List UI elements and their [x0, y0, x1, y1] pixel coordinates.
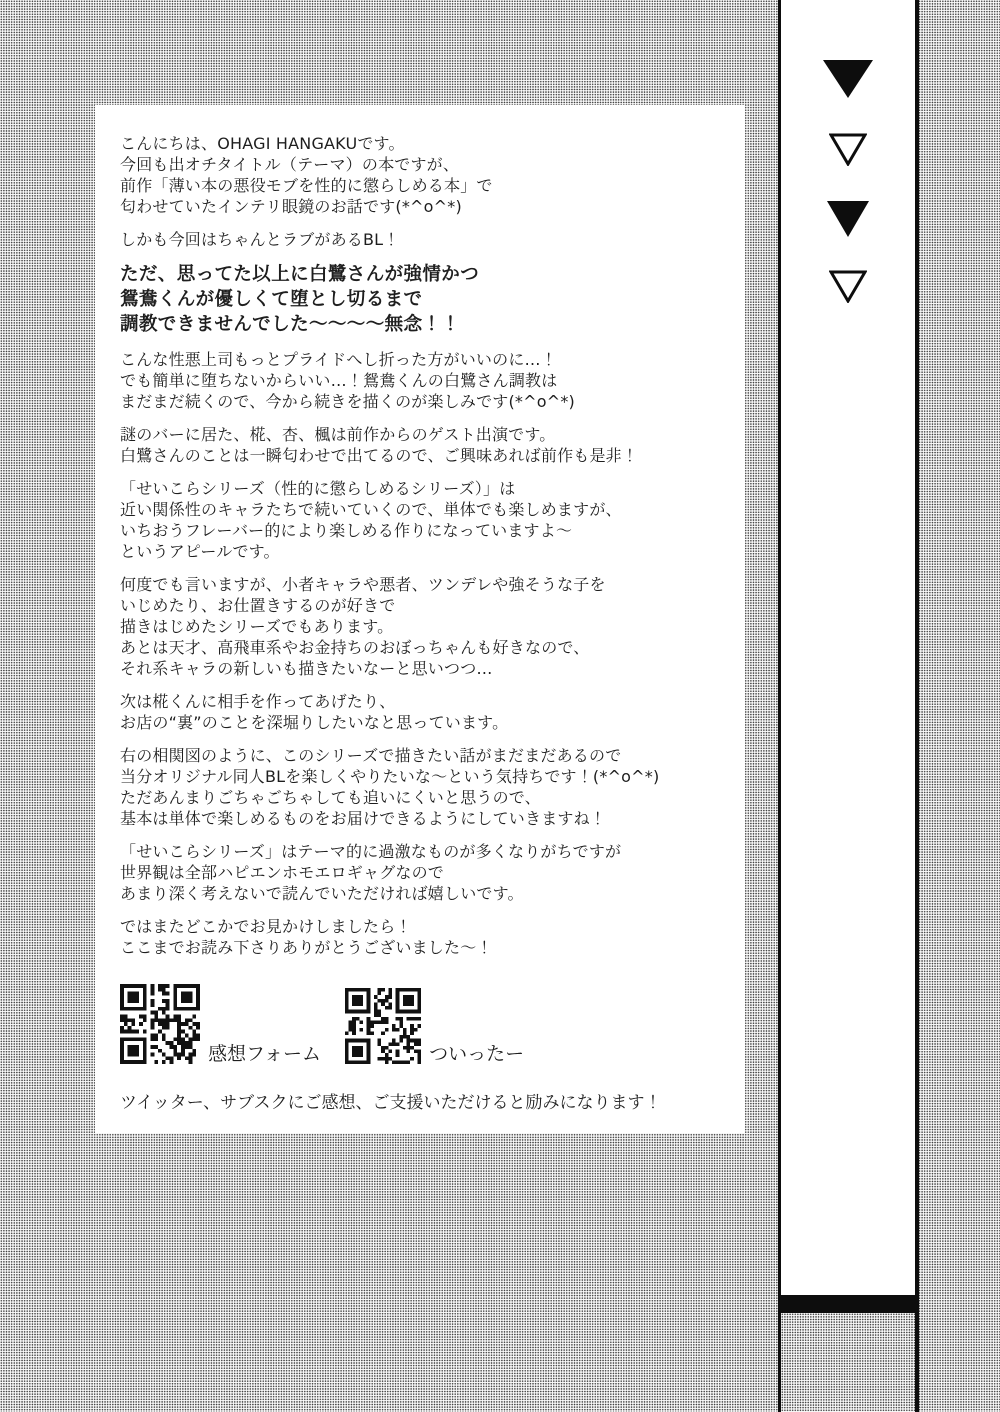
afterword-paragraph: こんな性悪上司もっとプライドへし折った方がいいのに…！ でも簡単に堕ちないからいい…！鴛鴦くんの白鷺さん調教は まだまだ続くので、今から続きを描くのが楽しみです(*^o^*) — [120, 350, 575, 411]
triangle-down-filled-icon — [827, 201, 869, 237]
afterword-panel — [95, 105, 745, 1133]
afterword-paragraph: 謎のバーに居た、椛、杏、楓は前作からのゲスト出演です。 白鷺さんのことは一瞬匂わせで出てるので、ご興味あれば前作も是非！ — [120, 425, 639, 465]
qr-label-twitter: ついったー — [429, 1043, 525, 1065]
halftone-footer — [781, 1313, 915, 1412]
strip-white-area — [781, 0, 915, 1295]
triangle-down-outline-icon — [829, 133, 867, 166]
triangle-down-outline-icon — [829, 270, 867, 303]
qr-label-feedback: 感想フォーム — [208, 1043, 322, 1065]
afterword-paragraph: こんにちは、OHAGI HANGAKUです。 今回も出オチタイトル（テーマ）の本ですが、 前作「薄い本の悪役モブを性的に懲らしめる本」で 匂わせていたインテリ眼鏡のお話です(*^o^*) — [120, 134, 493, 216]
triangle-down-filled-icon — [823, 60, 873, 98]
divider-bar — [781, 1295, 915, 1313]
qr-item-twitter — [345, 988, 524, 1068]
afterword-paragraph: 「せいこらシリーズ（性的に懲らしめるシリーズ）」は 近い関係性のキャラたちで続いていくので、単体でも楽しめますが、 いちおうフレーバー的により楽しめる作りになっていますよ～ というアピールです。 — [120, 479, 622, 561]
page-edge-strip — [778, 0, 919, 1412]
qr-row — [120, 984, 727, 1068]
afterword-paragraph: 次は椛くんに相手を作ってあげたり、 お店の“裏”のことを深堀りしたいなと思っています。 — [120, 692, 509, 732]
afterword-text — [120, 133, 727, 958]
afterword-paragraph: 右の相関図のように、このシリーズで描きたい話がまだまだあるので 当分オリジナル同人BLを楽しくやりたいな～という気持ちです！(*^o^*) ただあんまりごちゃごちゃしても追いにくいと思うので、 基本は単体で楽しめるものをお届けできるようにしていきますね！ — [120, 746, 660, 828]
afterword-paragraph: ではまたどこかでお見かけしましたら！ ここまでお読み下さりありがとうございました～！ — [120, 917, 493, 957]
qr-code-feedback-icon — [120, 984, 200, 1068]
support-note: ツイッター、サブスクにご感想、ご支援いただけると励みになります！ — [120, 1093, 662, 1113]
qr-code-twitter-icon — [345, 988, 421, 1068]
qr-item-feedback — [120, 984, 321, 1068]
afterword-paragraph: しかも今回はちゃんとラブがあるBL！ — [120, 230, 400, 249]
afterword-paragraph: 「せいこらシリーズ」はテーマ的に過激なものが多くなりがちですが 世界観は全部ハピエンホモエロギャグなので あまり深く考えないで読んでいただければ嬉しいです。 — [120, 842, 622, 903]
afterword-paragraph: 何度でも言いますが、小者キャラや悪者、ツンデレや強そうな子を いじめたり、お仕置きするのが好きで 描きはじめたシリーズでもあります。 あとは天才、高飛車系やお金持ちのおぼっちゃんも好きなので、 それ系キャラの新しいも描きたいなーと思いつつ… — [120, 575, 606, 678]
afterword-paragraph: ただ、思ってた以上に白鷺さんが強情かつ 鴛鴦くんが優しくて堕とし切るまで 調教できませんでした～～～～無念！！ — [120, 264, 480, 335]
